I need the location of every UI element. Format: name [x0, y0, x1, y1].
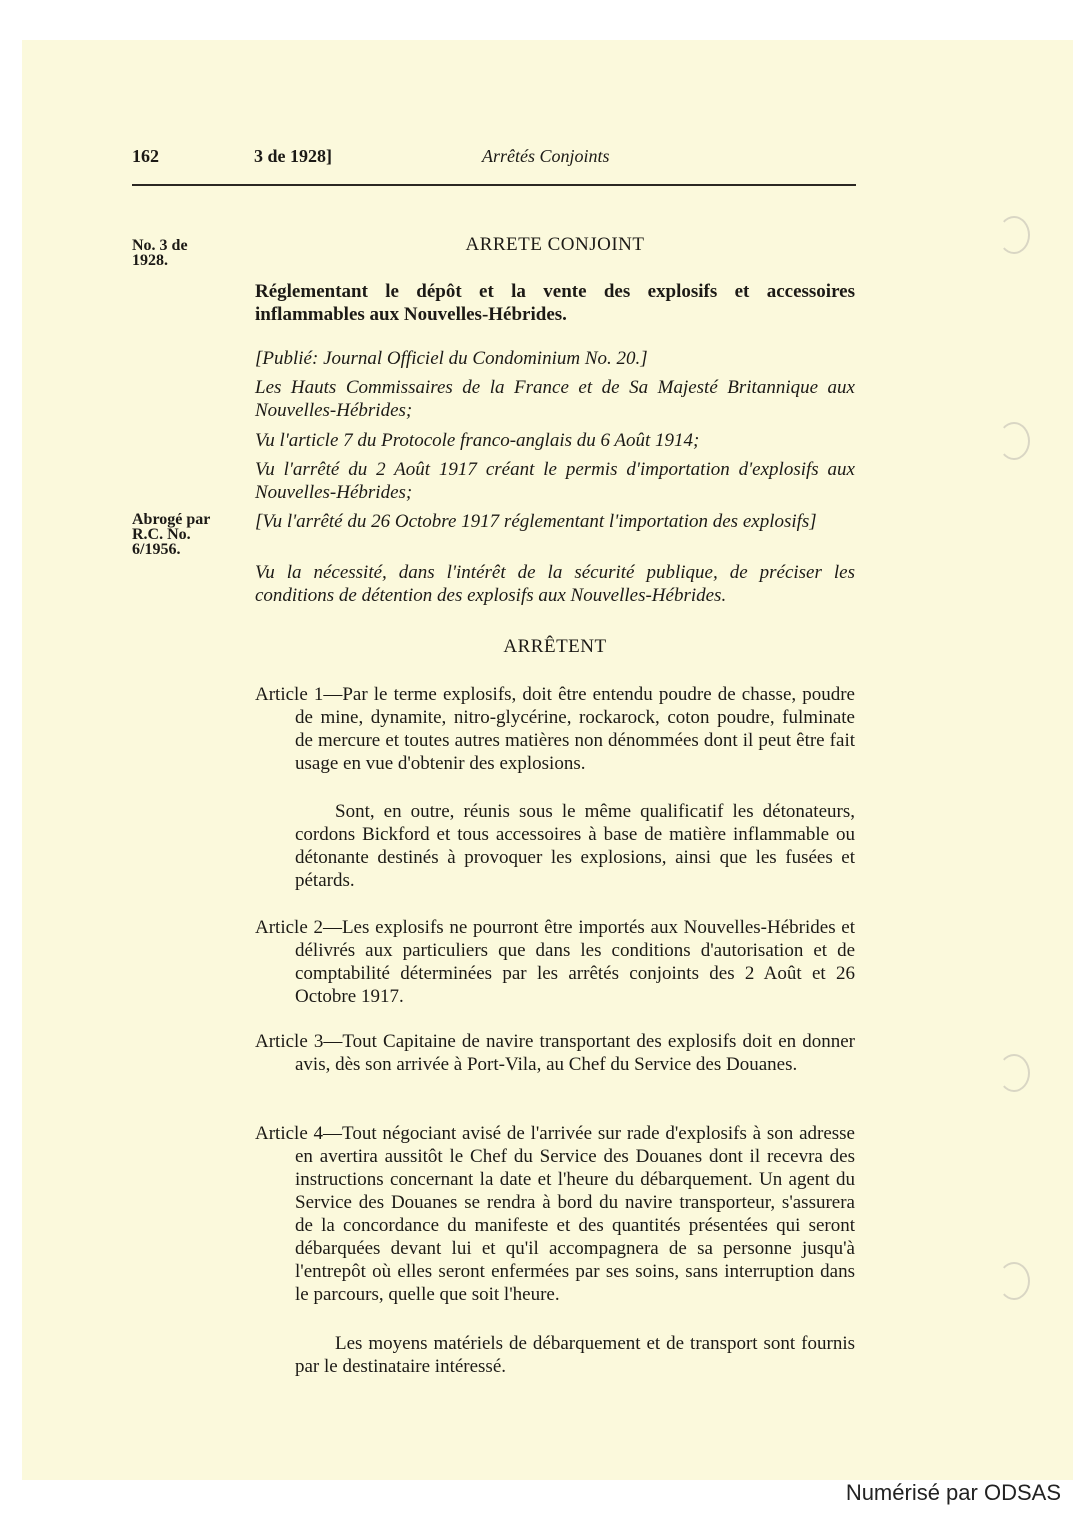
- article-2: Article 2—Les explosifs ne pourront être importés aux Nouvelles-Hébrides et délivrés aux particuliers que dans les conditions d'autorisation et de comptabilité déterminées par les arrêtés conjoints des 2 Août et 26 Octobre 1917.: [255, 917, 855, 1007]
- recital-protocol: Vu l'article 7 du Protocole franco-anglais du 6 Août 1914;: [255, 430, 700, 451]
- article-4: Article 4—Tout négociant avisé de l'arrivée sur rade d'explosifs à son adresse en avertira aussitôt le Chef du Service des Douanes dont il recevra des instructions concernant la date et l'heure du débarquement. Un agent du Service des Douanes se rendra à bord du navire transporteur, s'assurera de la concordance du manifeste et des quantités présentées qui seront débarquées devant lui et qu'il accompagnera de sa personne jusqu'à l'entrepôt où elles seront enfermées par ses soins, sans interruption dans le parcours, quelle que soit l'heure.: [255, 1123, 855, 1305]
- recital-publication: [Publié: Journal Officiel du Condominium No. 20.]: [255, 348, 648, 369]
- binder-hole: [998, 1054, 1030, 1092]
- digitization-credit: Numérisé par ODSAS: [845, 1480, 1061, 1505]
- header-rule: [132, 184, 856, 186]
- document-title: ARRETE CONJOINT: [465, 234, 645, 255]
- article-1: Article 1—Par le terme explosifs, doit être entendu poudre de chasse, poudre de mine, dynamite, nitro-glycérine, rockarock, coton poudre, fulminate de mercure et toutes autres matières non dénommées dont il peut être fait usage en vue d'obtenir des explosions.: [255, 684, 855, 774]
- recital-commissioners: Les Hauts Commissaires de la France et de Sa Majesté Britannique aux Nouvelles-Hébrides;: [255, 377, 855, 421]
- page-number: 162: [132, 146, 159, 166]
- binder-hole: [998, 1262, 1030, 1300]
- article-4-paragraph-2: Les moyens matériels de débarquement et de transport sont fournis par le destinataire intéressé.: [295, 1333, 855, 1377]
- recital-1917-permit: Vu l'arrêté du 2 Août 1917 créant le permis d'importation d'explosifs aux Nouvelles-Hébrides;: [255, 459, 855, 503]
- recital-1917-import: [Vu l'arrêté du 26 Octobre 1917 réglementant l'importation des explosifs]: [255, 511, 817, 532]
- decree-heading: ARRÊTENT: [503, 636, 607, 657]
- decree-reference: 3 de 1928]: [254, 146, 332, 166]
- article-3: Article 3—Tout Capitaine de navire transportant des explosifs doit en donner avis, dès son arrivée à Port-Vila, au Chef du Service des Douanes.: [255, 1031, 855, 1075]
- document-page: [22, 40, 1073, 1480]
- running-title: Arrêtés Conjoints: [482, 146, 610, 166]
- binder-hole: [998, 216, 1030, 254]
- margin-note-repeal: Abrogé par R.C. No. 6/1956.: [132, 511, 211, 558]
- document-subtitle: Réglementant le dépôt et la vente des explosifs et accessoires inflammables aux Nouvelles-Hébrides.: [255, 281, 855, 325]
- margin-note-number: No. 3 de 1928.: [132, 237, 188, 269]
- recital-security: Vu la nécessité, dans l'intérêt de la sécurité publique, de préciser les conditions de détention des explosifs aux Nouvelles-Hébrides.: [255, 562, 855, 606]
- binder-hole: [998, 422, 1030, 460]
- article-1-paragraph-2: Sont, en outre, réunis sous le même qualificatif les détonateurs, cordons Bickford et tous accessoires à base de matière inflammable ou détonante destinés à provoquer les explosions, ainsi que les fusées et pétards.: [295, 801, 855, 891]
